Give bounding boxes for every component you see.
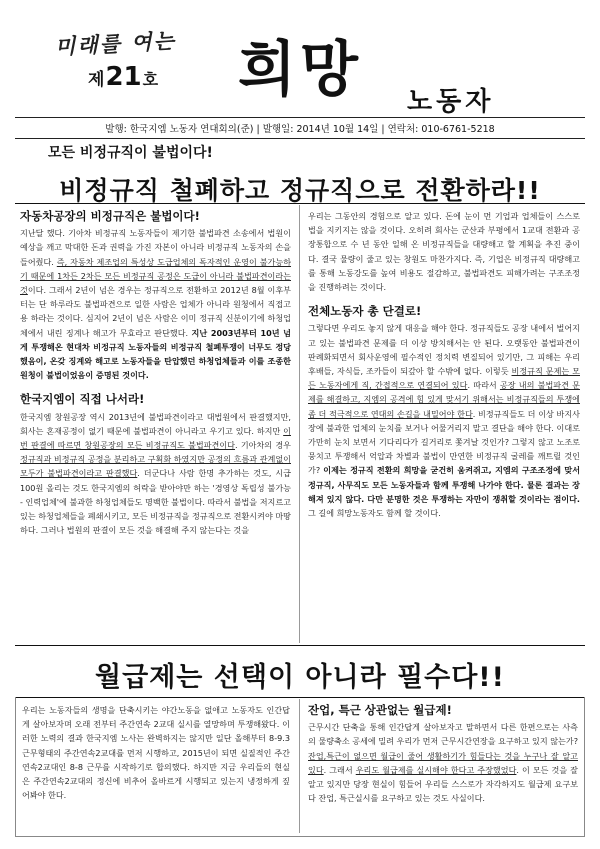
text-run: . 따라서 xyxy=(467,380,500,391)
section-heading: 전체노동자 총 단결로! xyxy=(308,304,422,319)
section-heading: 잔업, 특근 상관없는 월급제! xyxy=(308,703,452,717)
right-column xyxy=(308,209,580,520)
text-run: 비정규직 문제는 모든 노동자에게 직, 간접적으로 연결되어 있다 xyxy=(308,366,580,391)
issue-number xyxy=(88,62,158,92)
column-divider xyxy=(299,699,300,833)
column-divider xyxy=(299,205,300,643)
text-run: 공장 내의 불법파견 문제를 해결하고, 지엠의 공격에 힘 있게 맞서기 위해서는 비정규직들의 투쟁에 좀 더 적극적으로 연대의 손길을 내밀어야 한다 xyxy=(308,380,580,419)
text-run: 즉, 자동차 제조업의 특성상 도급업체의 독자적인 운영이 불가능하기 때문에 1차든 2차든 모든 비정규직 공정은 도급이 아니라 불법파견이라는 것 xyxy=(20,256,292,296)
article-paragraph: 우리는 그동안의 경험으로 알고 있다. 돈에 눈이 먼 기업과 업체들이 스스로 법을 지키지는 않을 것이다. 오히려 회사는 군산과 부평에서 1교대 전환과 공장통합으로 수 년 동안 일해 온 비정규직들을 대량해고 할 계획을 추진 중이다. 결국 물량이 줄고 있는 창원도 마찬가지다. 즉, 기업은 비정규직 대량해고를 통해 노동강도를 높여 비용도 절감하고, 불법파견도 피해가려는 구조조정을 진행하려는 것이다. xyxy=(308,211,580,293)
text-run: . 더군다나 사람 한명 추가하는 것도, 시급 100원 올리는 것도 한국지엠의 허락을 받아야만 하는 '경영상 독립성 불가능 - 인력업체'에 불과한 하청업체들도 명백한 불법이다. 따라서 불법을 저지르고 있는 하청업체들을 폐쇄시키고, 모든 비정규직을 정규직으로 전환시켜야 마땅하다. 그러나 법원의 판결이 모든 것을 해결해 주지 않는다는 것을 xyxy=(20,468,292,536)
text-run: . 비정규직들도 더 이상 바지사장에 불과한 업체의 눈치를 보거나 어물거리지 말고 결단을 해야 한다. 이대로 가만히 눈치 보면서 기다리다가 길거리로 쫓겨날 것인가? 그렇지 않고 노조로 뭉치고 투쟁해서 억압과 차별과 불법이 만연한 비정규직 굴레를 깨트릴 것인가? xyxy=(308,408,580,476)
text-run: 한국지엠 창원공장 역시 2013년에 불법파견이라고 대법원에서 판결했지만, 회사는 혼재공정이 없기 때문에 불법파견이 아니라고 우기고 있다. 하지만 xyxy=(20,411,291,436)
text-run: . 그래서 xyxy=(323,764,356,775)
masthead-slogan: 미래를 여는 xyxy=(54,28,177,60)
article-paragraph: 우리는 노동자들의 생명을 단축시키는 야간노동을 없애고 노동자도 인간답게 살아보자며 오래 전부터 주간연속 2교대 실시를 열망하며 투쟁해왔다. 이러한 노력의 결과 한국지엠 노사는 완벽하지는 않지만 일단 올해부터 8-9.3 근무형태의 주간연속2교대를 먼저 시행하고, 2015년이 되면 실질적인 주간연속2교대인 8-8 근무를 시작하기로 합의했다. 하지만 지금 우리들의 현실은 주간연속2교대의 정신에 비추어 올바르게 시행되고 있는지 냉정하게 짚어봐야 한다. xyxy=(22,705,290,801)
text-run: 지난 2003년부터 10년 넘게 투쟁해온 현대차 비정규직 노동자들의 비정규직 철폐투쟁이 너무도 정당했음이, 온갖 징계와 해고로 노동자들을 탄압했던 하청업체들과 이를 조종한 원청이 불법이었음이 증명된 것이다. xyxy=(20,327,291,381)
text-run: 근무시간 단축을 통해 인간답게 살아보자고 말하면서 다른 한편으로는 사측의 물량축소 공세에 밀려 우리가 먼저 근무시간연장을 요구하고 있지 않는가? xyxy=(308,722,578,747)
text-run: 정규직과 비정규직 공정을 분리하고 구획화 하였지만 공정의 흐름과 관계없이 모두가 불법파견이라고 판결했다 xyxy=(20,454,291,479)
text-run: 지난달 했다. 기아차 비정규직 노동자들이 제기한 불법파견 소송에서 법원이 예상을 깨고 막대한 돈과 권력을 가진 자본이 아니라 비정규직 노동자의 손을 들어줬다. xyxy=(20,228,291,267)
left-column xyxy=(20,209,291,537)
second-left-column xyxy=(22,703,290,802)
section-rule xyxy=(15,645,585,646)
section-heading: 한국지엠이 직접 나서라! xyxy=(20,392,145,407)
issue-number-value: 21 xyxy=(105,62,142,92)
second-right-column xyxy=(308,703,578,805)
text-run: . 기아차의 경우 xyxy=(235,440,291,451)
article-paragraph xyxy=(20,226,291,382)
newsletter-title: 희망 xyxy=(238,35,362,105)
article-paragraph xyxy=(20,410,291,538)
article-paragraph xyxy=(308,720,578,805)
front-headline: 비정규직 철폐하고 정규직으로 전환하라!! xyxy=(59,176,541,205)
issue-prefix: 제 xyxy=(88,70,105,90)
text-run: 이번 판결에 따르면 창원공장의 모든 비정규직도 불법파견이다 xyxy=(20,425,291,451)
publication-info: 발행: 한국지엠 노동자 연대회의(준) | 발행일: 2014년 10월 14일 | 연락처: 010-6761-5218 xyxy=(15,117,585,139)
text-run: 잔업,특근이 없으면 월급이 줄어 생활하기가 힘들다는 것을 누구나 잘 알고 있다 xyxy=(308,750,578,775)
text-run: 그렇다면 우리도 놓지 않게 대응을 해야 한다. 정규직들도 공장 내에서 벌어지고 있는 불법파견 문제를 더 이상 방치해서는 안 된다. 오랫동안 불법파견이 판례화되면서 회사운영에 필수적인 정치력 변질되어 있기만, 그 피해는 우리 후배들, 자식들, 조카들이 되갚아 할 수밖에 없다. 이렇듯 xyxy=(308,323,580,377)
issue-suffix: 호 xyxy=(142,70,159,89)
text-run: 그 길에 희망노동자도 함께 할 것이다. xyxy=(308,508,441,519)
text-run: 우리도 월급제를 실시해야 한다고 주장했었다 xyxy=(355,764,517,775)
newsletter-subtitle: 노동자 xyxy=(407,87,495,117)
front-kicker: 모든 비정규직이 불법이다! xyxy=(48,145,213,161)
text-run: . 이 모든 것을 잘 알고 있지만 당장 현실이 힘들어 우리들 스스로가 자각하지도 월급제 요구보다 잔업, 특근실시를 요구하고 있는 것도 사실이다. xyxy=(308,764,578,804)
headline-rule xyxy=(15,203,585,204)
article-paragraph xyxy=(308,321,580,520)
text-run: 이제는 정규직 전환의 희망을 굳건히 움켜쥐고, 지엠의 구조조정에 맞서 정규직, 사무직도 모든 노동자들과 함께 투쟁해 나가야 한다. 물론 결과는 장해져 있지 않다. 다만 분명한 것은 투쟁하는 자만이 쟁취할 것이라는 점이다. xyxy=(308,465,581,504)
section-heading: 자동차공장의 비정규직은 불법이다! xyxy=(20,209,200,223)
second-headline: 월급제는 선택이 아니라 필수다!! xyxy=(95,662,505,693)
text-run: 이다. 그래서 2년이 넘은 경우는 정규직으로 전환하고 2012년 8월 이후부터는 단 하루라도 불법파견으로 일한 사람은 업체가 아니라 원청에서 직접고용 하라는 것이다. 심지어 2년이 넘은 사람은 이미 정규직 신분이기에 하청업체에서 내린 징계나 해고가 무효라고 판단했다. xyxy=(20,285,291,338)
